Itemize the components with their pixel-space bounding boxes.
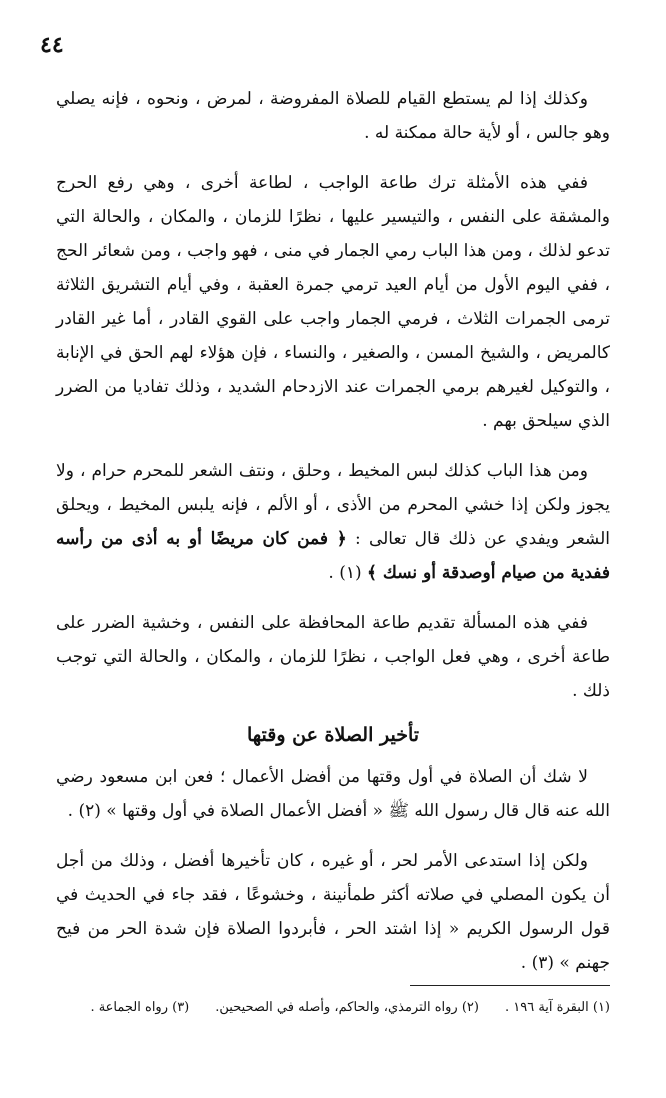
page-number: ٤٤ (40, 32, 64, 58)
footnote-3: (٣) رواه الجماعة . (90, 1000, 190, 1015)
paragraph-2: ففي هذه الأمثلة ترك طاعة الواجب ، لطاعة أخرى ، وهي رفع الحرج والمشقة على النفس ، والتيسير عليها ، نظرًا للزمان ، والمكان ، والحالة التي تدعو لذلك ، ومن هذا الباب رمي الجمار في منى ، فهو واجب ، ومن شعائر الحج ، ففي اليوم الأول من أيام العيد ترمي جمرة العقبة ، وفي أيام التشريق الثلاثة ترمى الجمرات الثلاث ، فرمي الجمار واجب على القوي القادر ، أما غير القادر كالمريض ، والشيخ المسن ، والصغير ، والنساء ، فإن هؤلاء لهم الحق في الإنابة ، والتوكيل لغيرهم برمي الجمرات عند الازدحام الشديد ، وذلك تفاديا من الضرر الذي سيلحق بهم . (56, 173, 610, 431)
footnote-divider (410, 985, 610, 986)
footnote-1: (١) البقرة آية ١٩٦ . (504, 1000, 610, 1015)
paragraph-1: وكذلك إذا لم يستطع القيام للصلاة المفروضة ، لمرض ، ونحوه ، فإنه يصلي وهو جالس ، أو لأية حالة ممكنة له . (56, 89, 610, 143)
page-body (56, 82, 610, 996)
footnote-ref-1: (١) (339, 563, 362, 583)
paragraph-4: ففي هذه المسألة تقديم طاعة المحافظة على النفس ، وخشية الضرر على طاعة أخرى ، وهي فعل الواجب ، نظرًا للزمان ، والمكان ، والحالة التي توجب ذلك . (56, 613, 610, 701)
paragraph-3-end: . (328, 563, 340, 583)
quran-verse: ﴿ فمن كان مريضًا أو به أذى من رأسه ففدية من صيام أوصدقة أو نسك ﴾ (56, 529, 610, 583)
footnote-2: (٢) رواه الترمذي، والحاكم، وأصله في الصحيحين. (215, 1000, 479, 1015)
paragraph-6: ولكن إذا استدعى الأمر لحر ، أو غيره ، كان تأخيرها أفضل ، وذلك من أجل أن يكون المصلي في صلاته أكثر طمأنينة ، وخشوعًا ، فقد جاء في الحديث في قول الرسول الكريم « إذا اشتد الحر ، فأبردوا الصلاة فإن شدة الحر من فيح جهنم » (٣) . (56, 851, 610, 973)
paragraph-3 (56, 454, 610, 590)
section-heading: تأخير الصلاة عن وقتها (246, 724, 420, 746)
paragraph-5: لا شك أن الصلاة في أول وقتها من أفضل الأعمال ؛ فعن ابن مسعود رضي الله عنه قال قال رسول الله ﷺ « أفضل الأعمال الصلاة في أول وقتها » (٢) . (56, 767, 610, 821)
paragraph-3-text: ومن هذا الباب كذلك لبس المخيط ، وحلق ، ونتف الشعر للمحرم حرام ، ولا يجوز ولكن إذا خشي المحرم من الأذى ، أو الألم ، فإنه يلبس المخيط ، ويحلق الشعر ويفدي عن ذلك قال تعالى : (56, 461, 610, 549)
footnotes (56, 1000, 610, 1015)
